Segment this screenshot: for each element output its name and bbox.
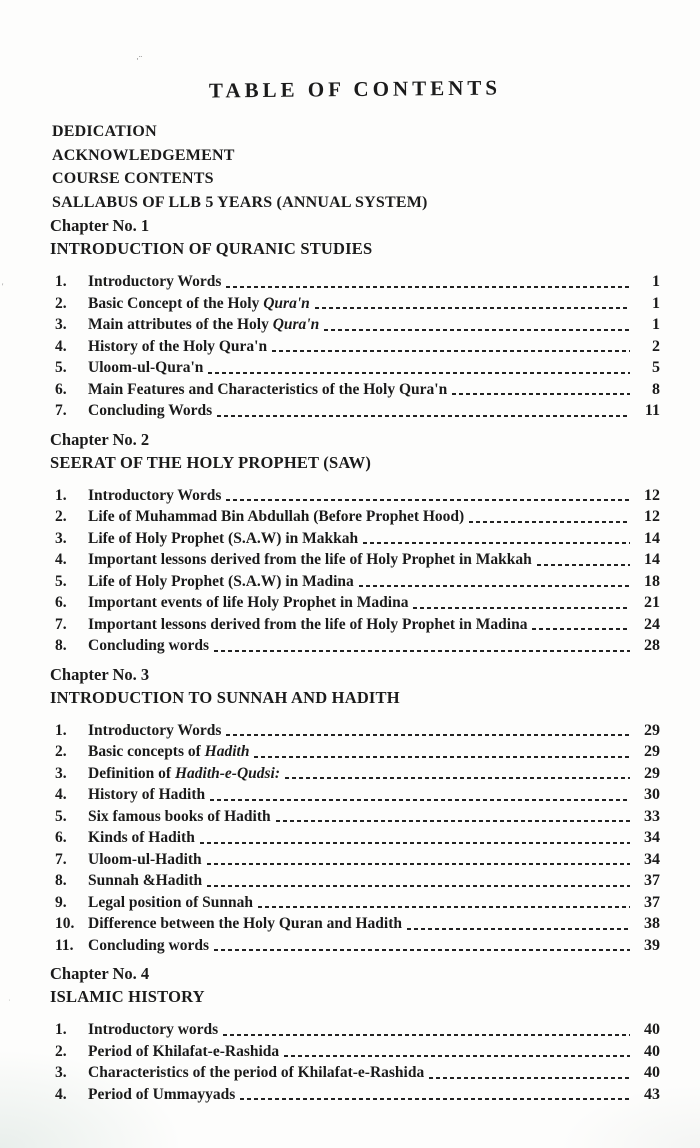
toc-item-number: 4.: [55, 786, 67, 803]
toc-item-label: Introductory Words: [88, 273, 222, 290]
dot-leader: [359, 585, 630, 587]
toc-row: [50, 357, 660, 379]
toc-page-number: 12: [644, 486, 660, 504]
toc-page-number: 21: [644, 594, 660, 611]
dot-leader: [537, 564, 630, 566]
toc-item-label: Introductory Words: [88, 721, 222, 739]
toc-row: [50, 720, 660, 742]
toc-item-number: 8.: [55, 872, 67, 889]
chapter-title: SEERAT OF THE HOLY PROPHET (SAW): [50, 452, 372, 472]
front-matter-list: [52, 120, 660, 214]
dot-leader: [254, 756, 630, 758]
dot-leader: [363, 542, 630, 544]
toc-item-number: 8.: [55, 637, 67, 654]
toc-item-number: 2.: [55, 1042, 67, 1060]
toc-row: [50, 293, 660, 315]
toc-item-number: 3.: [55, 764, 67, 782]
toc-page-number: 37: [644, 872, 660, 889]
toc-item-number: 4.: [55, 551, 67, 568]
toc-page-number: 24: [644, 615, 660, 633]
dot-leader: [452, 393, 630, 395]
chapter-title: INTRODUCTION TO SUNNAH AND HADITH: [50, 687, 400, 707]
toc-item-number: 1.: [55, 1021, 67, 1038]
dot-leader: [207, 863, 630, 865]
dot-leader: [407, 928, 630, 930]
toc-item-number: 6.: [55, 380, 67, 398]
toc-item-label: Uloom-ul-Hadith: [88, 850, 202, 868]
chapters-container: [50, 214, 660, 1105]
toc-item-label: Basic concepts of Hadith: [88, 743, 250, 760]
toc-item-label: Important lessons derived from the life of Holy Prophet in Makkah: [88, 551, 532, 568]
toc-page-number: 12: [644, 508, 660, 525]
dot-leader: [207, 885, 630, 887]
dot-leader: [429, 1077, 630, 1079]
toc-item-number: 11.: [55, 936, 74, 954]
chapter-label: Chapter No. 1: [50, 216, 150, 235]
toc-page-number: 8: [652, 380, 660, 398]
dot-leader: [210, 799, 630, 801]
dot-leader: [208, 372, 630, 374]
chapter-section: [50, 428, 660, 657]
toc-item-number: 4.: [55, 1085, 67, 1103]
toc-page-number: 11: [644, 402, 660, 419]
toc-item-number: 10.: [55, 915, 75, 932]
toc-item-number: 7.: [55, 402, 67, 419]
chapter-label: Chapter No. 2: [50, 429, 150, 449]
chapter-items: [50, 271, 660, 422]
toc-row: [50, 1062, 660, 1084]
front-matter-entry: ACKNOWLEDGEMENT: [52, 146, 235, 164]
dot-leader: [223, 1034, 630, 1036]
toc-row: [50, 336, 660, 358]
scan-artifact: ·¨: [136, 54, 142, 64]
toc-item-number: 7.: [55, 615, 67, 633]
toc-item-number: 3.: [55, 316, 67, 333]
toc-page-number: 29: [644, 764, 660, 782]
dot-leader: [469, 521, 630, 523]
toc-item-label: History of Hadith: [88, 786, 206, 803]
toc-page-number: 40: [644, 1064, 660, 1081]
chapter-section: [50, 962, 660, 1105]
front-matter-entry: COURSE CONTENTS: [52, 170, 214, 187]
toc-item-label: Difference between the Holy Quran and Hadith: [88, 915, 403, 932]
toc-row: [50, 571, 660, 593]
toc-page-number: 18: [644, 572, 660, 590]
dot-leader: [226, 734, 630, 736]
toc-page-number: 5: [652, 359, 660, 376]
toc-item-label: Sunnah &Hadith: [88, 872, 203, 889]
toc-item-label: Kinds of Hadith: [88, 829, 195, 846]
toc-item-label: Introductory words: [88, 1021, 219, 1038]
toc-row: [50, 528, 660, 550]
toc-item-number: 2.: [55, 294, 67, 312]
toc-item-number: 6.: [55, 829, 67, 846]
toc-row: [50, 1084, 660, 1106]
toc-item-label: Characteristics of the period of Khilafat-e-Rashida: [88, 1064, 425, 1081]
toc-page-number: 28: [644, 637, 660, 654]
toc-item-label: Life of Muhammad Bin Abdullah (Before Prophet Hood): [88, 508, 465, 525]
toc-page-number: 34: [644, 850, 660, 868]
dot-leader: [315, 307, 630, 309]
toc-item-label: Concluding words: [88, 936, 210, 954]
toc-item-label: Basic Concept of the Holy Qura'n: [88, 294, 310, 312]
toc-row: [50, 400, 660, 422]
front-matter-entry: DEDICATION: [52, 123, 157, 140]
toc-item-number: 5.: [55, 359, 67, 376]
dot-leader: [217, 415, 630, 417]
toc-item-label: Period of Ummayyads: [88, 1085, 236, 1103]
chapter-section: [50, 663, 660, 957]
toc-row: [50, 506, 660, 528]
dot-leader: [200, 842, 630, 844]
toc-item-number: 5.: [55, 572, 67, 590]
toc-item-number: 6.: [55, 594, 67, 611]
dot-leader: [276, 820, 630, 822]
dot-leader: [240, 1098, 630, 1100]
dot-leader: [285, 777, 630, 779]
toc-page-number: 40: [644, 1021, 660, 1038]
chapter-items: [50, 485, 660, 657]
chapter-label: Chapter No. 3: [50, 664, 150, 684]
toc-page-number: 33: [644, 807, 660, 825]
toc-item-label: Six famous books of Hadith: [88, 807, 271, 825]
dot-leader: [532, 628, 630, 630]
toc-row: [50, 1041, 660, 1063]
chapter-title: INTRODUCTION OF QURANIC STUDIES: [50, 239, 373, 258]
toc-row: [50, 549, 660, 571]
toc-page-number: 43: [644, 1085, 660, 1103]
toc-row: [50, 741, 660, 763]
chapter-section: [50, 214, 660, 422]
dot-leader: [324, 329, 630, 331]
toc-page-number: 14: [644, 529, 660, 547]
toc-page-number: 2: [652, 337, 660, 355]
toc-item-label: Concluding Words: [88, 402, 213, 419]
toc-item-number: 3.: [55, 529, 67, 547]
toc-item-label: Definition of Hadith-e-Qudsi:: [88, 764, 281, 782]
toc-page-number: 29: [644, 721, 660, 739]
chapter-items: [50, 720, 660, 957]
toc-item-label: History of the Holy Qura'n: [88, 337, 268, 355]
scan-artifact: ': [2, 282, 4, 291]
toc-item-number: 9.: [55, 893, 67, 911]
toc-item-number: 2.: [55, 508, 67, 525]
page-title: TABLE OF CONTENTS: [208, 75, 502, 103]
dot-leader: [413, 607, 630, 609]
toc-item-label: Important lessons derived from the life of Holy Prophet in Madina: [88, 615, 528, 633]
toc-row: [50, 635, 660, 657]
toc-item-number: 3.: [55, 1064, 67, 1081]
toc-row: [50, 806, 660, 828]
toc-item-label: Introductory Words: [88, 486, 222, 504]
toc-row: [50, 870, 660, 892]
toc-item-label: Life of Holy Prophet (S.A.W) in Madina: [88, 572, 354, 590]
toc-row: [50, 614, 660, 636]
dot-leader: [226, 499, 630, 501]
toc-row: [50, 592, 660, 614]
scan-artifact: ˙: [8, 998, 11, 1007]
toc-item-number: 1.: [55, 486, 67, 504]
toc-item-label: Legal position of Sunnah: [88, 893, 253, 911]
toc-row: [50, 271, 660, 293]
toc-page-number: 1: [652, 294, 660, 312]
toc-item-number: 4.: [55, 337, 67, 355]
toc-item-number: 2.: [55, 743, 67, 760]
toc-item-label: Important events of life Holy Prophet in Madina: [88, 594, 409, 611]
toc-page-number: 39: [644, 936, 660, 954]
dot-leader: [214, 949, 630, 951]
chapter-items: [50, 1019, 660, 1105]
dot-leader: [272, 350, 630, 352]
toc-item-label: Main Features and Characteristics of the Holy Qura'n: [88, 380, 448, 398]
toc-item-label: Uloom-ul-Qura'n: [88, 359, 204, 376]
toc-item-number: 1.: [55, 273, 67, 290]
toc-item-number: 1.: [55, 721, 67, 739]
toc-item-label: Period of Khilafat-e-Rashida: [88, 1042, 280, 1060]
dot-leader: [214, 650, 630, 652]
toc-item-label: Concluding words: [88, 637, 210, 654]
toc-row: [50, 849, 660, 871]
toc-item-label: Main attributes of the Holy Qura'n: [88, 316, 320, 333]
toc-page-number: 29: [644, 743, 660, 760]
toc-row: [50, 827, 660, 849]
toc-page-number: 1: [652, 316, 660, 333]
toc-row: [50, 892, 660, 914]
toc-row: [50, 763, 660, 785]
toc-row: [50, 913, 660, 935]
toc-row: [50, 1019, 660, 1041]
toc-row: [50, 485, 660, 507]
toc-row: [50, 314, 660, 336]
toc-page-number: 38: [644, 915, 660, 932]
toc-page-number: 30: [644, 786, 660, 803]
chapter-title: ISLAMIC HISTORY: [50, 987, 205, 1006]
toc-page-number: 1: [652, 273, 660, 290]
toc-page-number: 40: [644, 1042, 660, 1060]
toc-row: [50, 784, 660, 806]
toc-row: [50, 935, 660, 957]
dot-leader: [284, 1055, 630, 1057]
front-matter-entry: SALLABUS OF LLB 5 YEARS (ANNUAL SYSTEM): [52, 193, 428, 211]
toc-page-number: 14: [644, 551, 660, 568]
toc-page-number: 34: [644, 829, 660, 846]
toc-item-label: Life of Holy Prophet (S.A.W) in Makkah: [88, 529, 359, 547]
dot-leader: [226, 286, 630, 288]
toc-item-number: 7.: [55, 850, 67, 868]
chapter-label: Chapter No. 4: [50, 964, 150, 983]
toc-item-number: 5.: [55, 807, 67, 825]
dot-leader: [258, 906, 630, 908]
toc-page-number: 37: [644, 893, 660, 911]
toc-row: [50, 379, 660, 401]
